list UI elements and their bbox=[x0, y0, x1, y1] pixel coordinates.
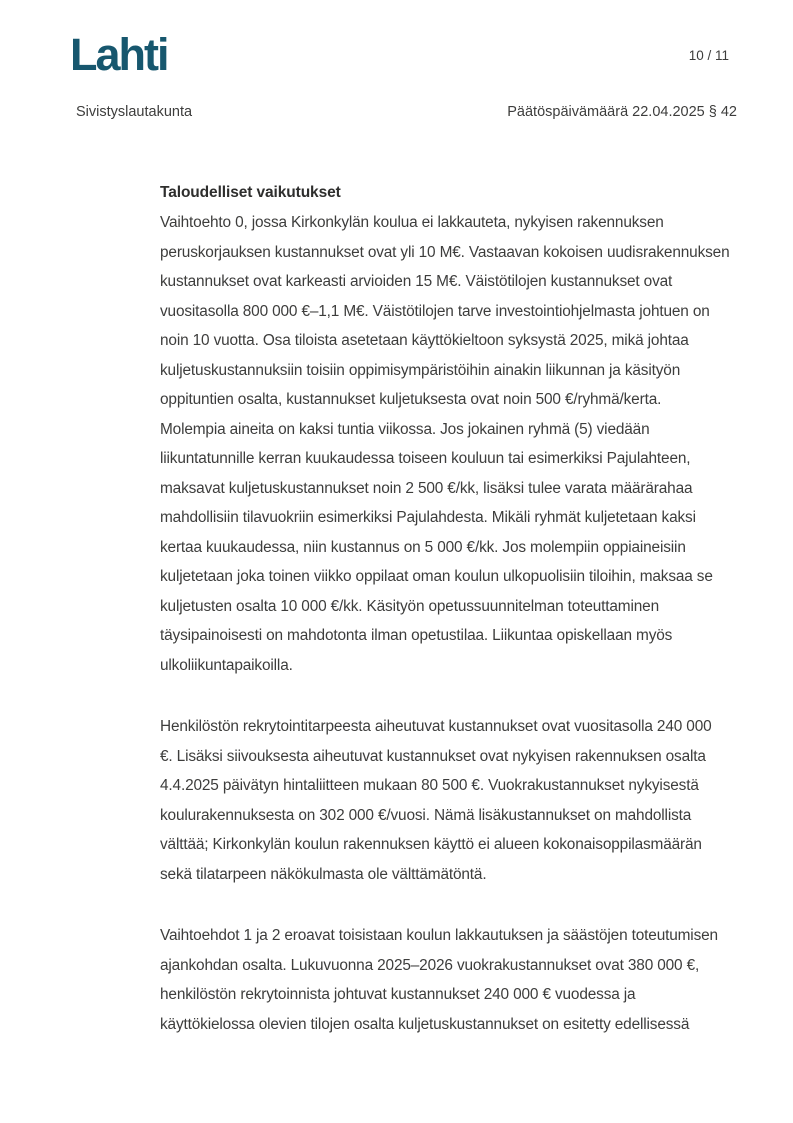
document-meta-row bbox=[76, 104, 737, 120]
lahti-logo: Lahti bbox=[70, 29, 168, 80]
text-line: 4.4.2025 päivätyn hintaliitteen mukaan 80 500 €. Vuokrakustannukset nykyisestä bbox=[160, 777, 699, 794]
paragraph bbox=[160, 208, 742, 680]
text-line: Vaihtoehdot 1 ja 2 eroavat toisistaan koulun lakkautuksen ja säästöjen toteutumisen bbox=[160, 927, 718, 944]
text-line: maksavat kuljetuskustannukset noin 2 500 €/kk, lisäksi tulee varata määrärahaa bbox=[160, 479, 693, 497]
paragraph bbox=[160, 921, 742, 1039]
text-line: liikuntatunnille kerran kuukaudessa toiseen kouluun tai esimerkiksi Pajulahteen, bbox=[160, 450, 691, 467]
text-line: kertaa kuukaudessa, niin kustannus on 5 000 €/kk. Jos molempiin oppiaineisiin bbox=[160, 538, 686, 556]
page-number: 10 / 11 bbox=[688, 48, 729, 63]
text-line: vuositasolla 800 000 €–1,1 M€. Väistötilojen tarve investointiohjelmasta johtuen on bbox=[160, 302, 710, 320]
text-line: koulurakennuksesta on 302 000 €/vuosi. Nämä lisäkustannukset on mahdollista bbox=[160, 806, 692, 824]
document-body bbox=[160, 178, 742, 1039]
text-line: käyttökielossa olevien tilojen osalta kuljetuskustannukset on esitetty edellisessä bbox=[160, 1015, 690, 1033]
section-heading: Taloudelliset vaikutukset bbox=[160, 184, 341, 201]
text-line: kuljetuskustannuksiin toisiin oppimisympäristöihin ainakin liikunnan ja käsityön bbox=[160, 361, 681, 379]
text-line: henkilöstön rekrytoinnista johtuvat kustannukset 240 000 € vuodessa ja bbox=[160, 986, 636, 1003]
text-line: täysipainoisesti on mahdotonta ilman opetustilaa. Liikuntaa opiskellaan myös bbox=[160, 627, 673, 644]
committee-name: Sivistyslautakunta bbox=[76, 104, 193, 120]
text-line: oppituntien osalta, kustannukset kuljetuksesta ovat noin 500 €/ryhmä/kerta. bbox=[160, 391, 662, 408]
paragraphs-container bbox=[160, 208, 742, 1039]
text-line: mahdollisiin tilavuokriin esimerkiksi Pajulahdesta. Mikäli ryhmät kuljetetaan kaksi bbox=[160, 509, 696, 526]
text-line: kuljetusten osalta 10 000 €/kk. Käsityön opetussuunnitelman toteuttaminen bbox=[160, 597, 659, 615]
text-line: Henkilöstön rekrytointitarpeesta aiheutuvat kustannukset ovat vuositasolla 240 000 bbox=[160, 718, 712, 735]
text-line: välttää; Kirkonkylän koulun rakennuksen käyttö ei alueen kokonaisoppilasmäärän bbox=[160, 836, 702, 853]
text-line: kuljetetaan joka toinen viikko oppilaat oman koulun ulkopuolisiin tiloihin, maksaa se bbox=[160, 568, 713, 585]
text-line: ajankohdan osalta. Lukuvuonna 2025–2026 vuokrakustannukset ovat 380 000 €, bbox=[160, 956, 700, 974]
decision-date: Päätöspäivämäärä 22.04.2025 § 42 bbox=[507, 104, 737, 120]
text-line: peruskorjauksen kustannukset ovat yli 10 M€. Vastaavan kokoisen uudisrakennuksen bbox=[160, 243, 730, 261]
text-line: €. Lisäksi siivouksesta aiheutuvat kustannukset ovat nykyisen rakennuksen osalta bbox=[160, 747, 706, 765]
text-line: sekä tilatarpeen näkökulmasta ole välttämätöntä. bbox=[160, 865, 487, 883]
text-line: Vaihtoehto 0, jossa Kirkonkylän koulua ei lakkauteta, nykyisen rakennuksen bbox=[160, 214, 664, 231]
text-line: ulkoliikuntapaikoilla. bbox=[160, 656, 293, 674]
paragraph bbox=[160, 712, 742, 889]
text-line: Molempia aineita on kaksi tuntia viikossa. Jos jokainen ryhmä (5) viedään bbox=[160, 420, 650, 438]
text-line: kustannukset ovat karkeasti arvioiden 15 M€. Väistötilojen kustannukset ovat bbox=[160, 273, 673, 290]
text-line: noin 10 vuotta. Osa tiloista asetetaan käyttökieltoon syksystä 2025, mikä johtaa bbox=[160, 332, 689, 349]
